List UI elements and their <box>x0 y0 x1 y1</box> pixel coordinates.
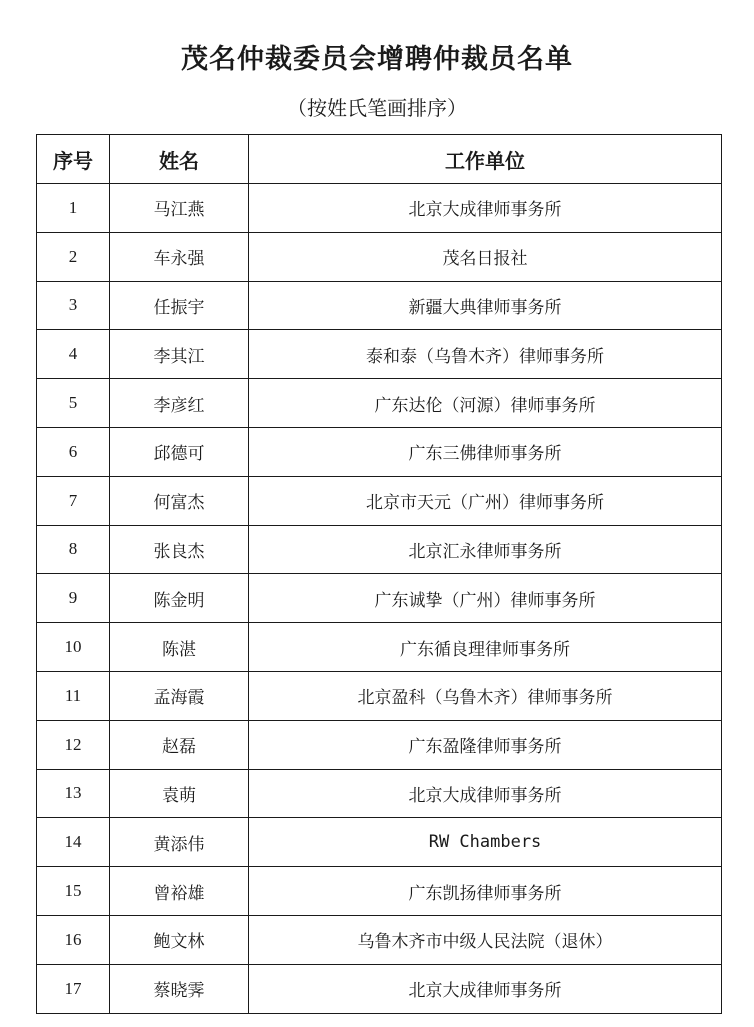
row-name: 邱德可 <box>110 427 249 476</box>
row-organization: 北京盈科（乌鲁木齐）律师事务所 <box>249 671 722 720</box>
row-number: 3 <box>37 281 110 330</box>
row-name: 任振宇 <box>110 281 249 330</box>
row-number: 5 <box>37 379 110 428</box>
table-row <box>37 281 722 330</box>
row-name: 李彦红 <box>110 379 249 428</box>
row-organization: 广东三佛律师事务所 <box>249 427 722 476</box>
row-name: 马江燕 <box>110 184 249 233</box>
row-name: 赵磊 <box>110 720 249 769</box>
header-name: 姓名 <box>110 135 249 184</box>
row-number: 17 <box>37 964 110 1013</box>
table-row <box>37 427 722 476</box>
row-number: 14 <box>37 818 110 867</box>
table-row <box>37 184 722 233</box>
table-row <box>37 915 722 964</box>
row-number: 11 <box>37 671 110 720</box>
table-row <box>37 623 722 672</box>
row-name: 孟海霞 <box>110 671 249 720</box>
row-organization: 北京大成律师事务所 <box>249 184 722 233</box>
table-row <box>37 818 722 867</box>
table-row <box>37 525 722 574</box>
row-name: 蔡晓霁 <box>110 964 249 1013</box>
row-name: 陈湛 <box>110 623 249 672</box>
header-row <box>37 135 722 184</box>
table-row <box>37 379 722 428</box>
row-organization: 乌鲁木齐市中级人民法院（退休） <box>249 915 722 964</box>
table-body <box>37 184 722 1014</box>
table-row <box>37 769 722 818</box>
row-organization: 北京汇永律师事务所 <box>249 525 722 574</box>
row-organization: 北京市天元（广州）律师事务所 <box>249 476 722 525</box>
row-organization: 广东盈隆律师事务所 <box>249 720 722 769</box>
row-name: 陈金明 <box>110 574 249 623</box>
row-name: 黄添伟 <box>110 818 249 867</box>
row-name: 曾裕雄 <box>110 867 249 916</box>
document-title: 茂名仲裁委员会增聘仲裁员名单 <box>181 44 573 75</box>
table-row <box>37 232 722 281</box>
document-subtitle: （按姓氏笔画排序） <box>287 96 467 120</box>
row-organization: 新疆大典律师事务所 <box>249 281 722 330</box>
row-number: 1 <box>37 184 110 233</box>
header-number: 序号 <box>37 135 110 184</box>
row-number: 4 <box>37 330 110 379</box>
row-organization: 广东达伦（河源）律师事务所 <box>249 379 722 428</box>
row-name: 袁萌 <box>110 769 249 818</box>
row-organization: 广东凯扬律师事务所 <box>249 867 722 916</box>
row-number: 2 <box>37 232 110 281</box>
row-organization: RW Chambers <box>249 818 722 867</box>
table-row <box>37 330 722 379</box>
row-organization: 北京大成律师事务所 <box>249 769 722 818</box>
row-number: 8 <box>37 525 110 574</box>
header-organization: 工作单位 <box>249 135 722 184</box>
row-organization: 广东诚挚（广州）律师事务所 <box>249 574 722 623</box>
row-name: 何富杰 <box>110 476 249 525</box>
row-organization: 茂名日报社 <box>249 232 722 281</box>
table-row <box>37 671 722 720</box>
table-row <box>37 964 722 1013</box>
row-number: 16 <box>37 915 110 964</box>
row-number: 10 <box>37 623 110 672</box>
row-name: 鲍文林 <box>110 915 249 964</box>
table-row <box>37 574 722 623</box>
row-number: 7 <box>37 476 110 525</box>
row-number: 6 <box>37 427 110 476</box>
table-header <box>37 135 722 184</box>
table-row <box>37 867 722 916</box>
row-number: 15 <box>37 867 110 916</box>
row-number: 12 <box>37 720 110 769</box>
row-name: 张良杰 <box>110 525 249 574</box>
row-organization: 泰和泰（乌鲁木齐）律师事务所 <box>249 330 722 379</box>
table-row <box>37 476 722 525</box>
row-number: 9 <box>37 574 110 623</box>
row-name: 李其江 <box>110 330 249 379</box>
table-row <box>37 720 722 769</box>
row-organization: 北京大成律师事务所 <box>249 964 722 1013</box>
row-name: 车永强 <box>110 232 249 281</box>
arbitrator-table <box>36 134 722 1014</box>
row-organization: 广东循良理律师事务所 <box>249 623 722 672</box>
row-number: 13 <box>37 769 110 818</box>
